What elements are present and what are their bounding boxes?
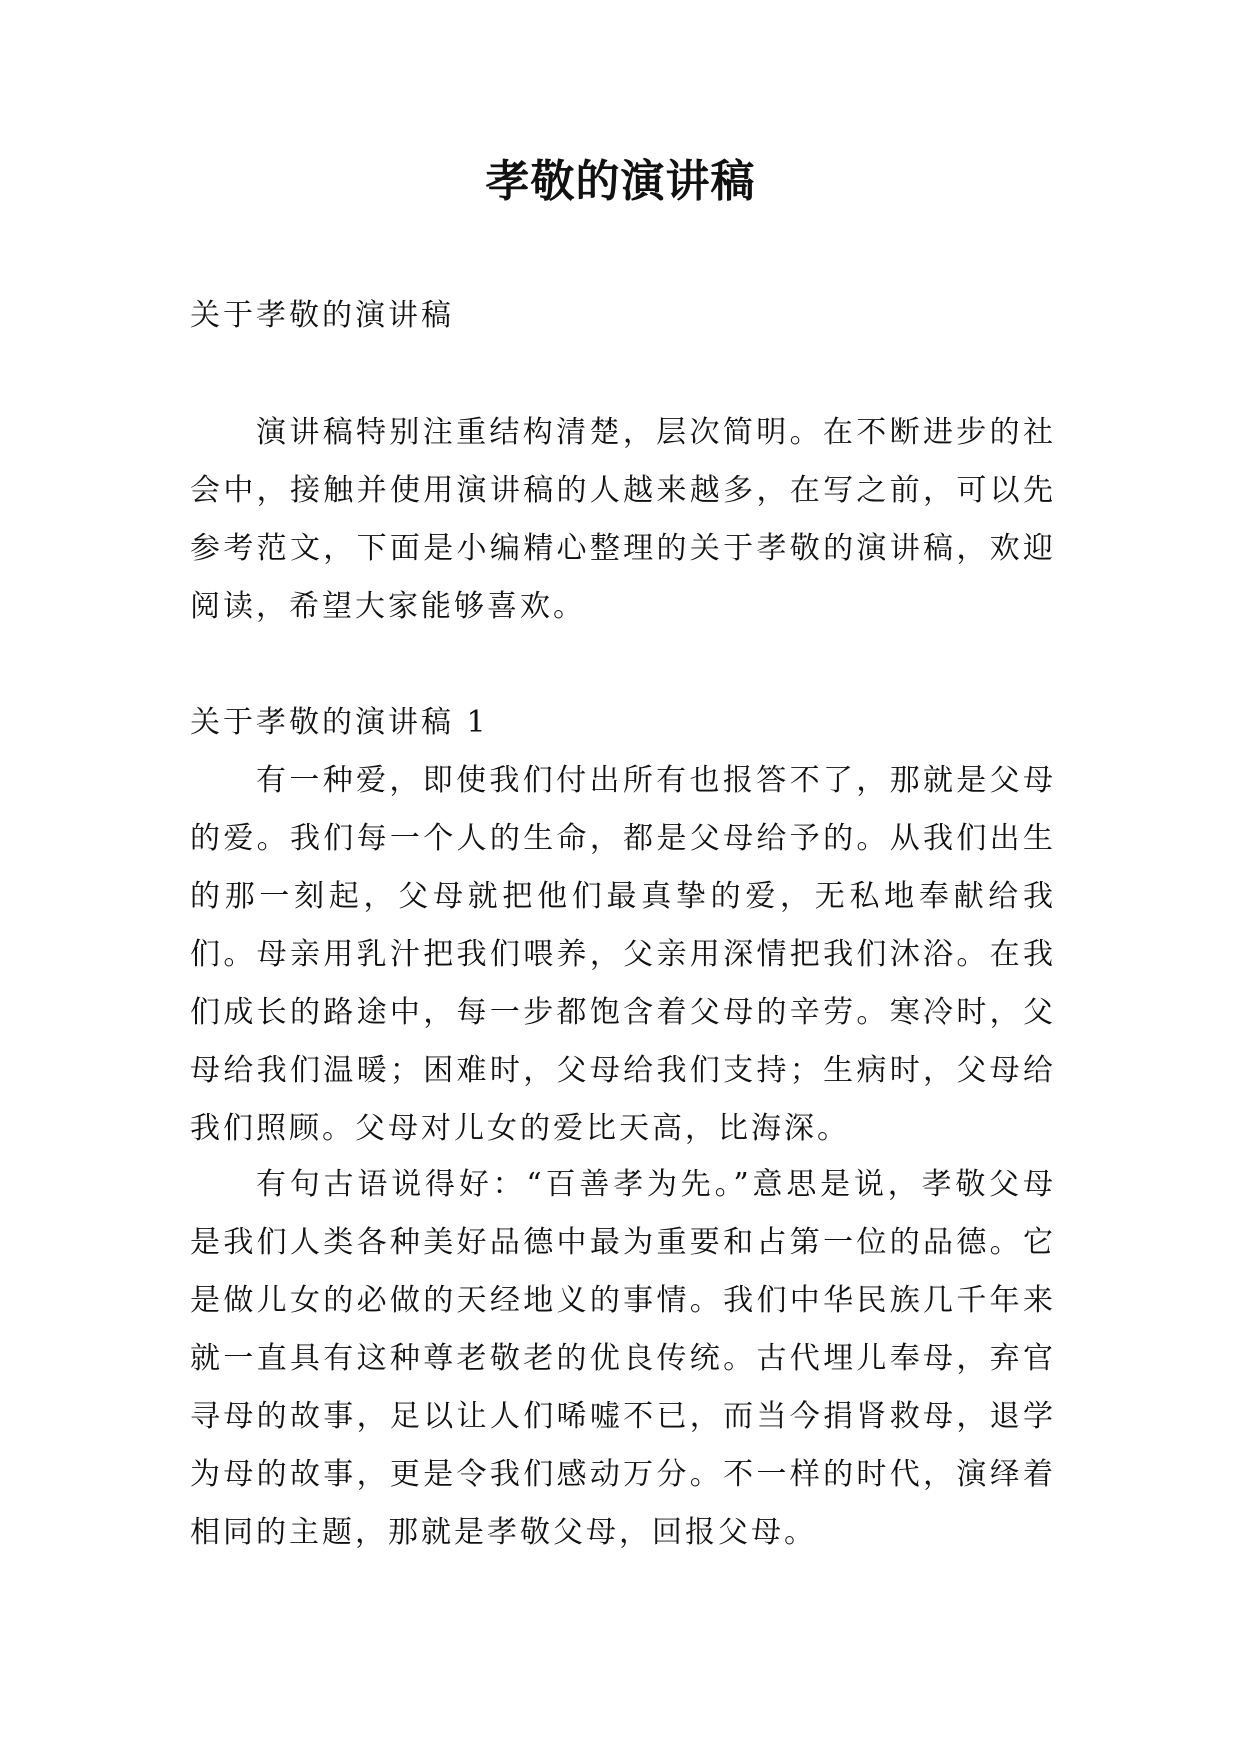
body-paragraph-2: 有句古语说得好：“百善孝为先。”意思是说，孝敬父母是我们人类各种美好品德中最为重要和占第一位的品德。它是做儿女的必做的天经地义的事情。我们中华民族几千年来就一直具有这种尊老敬老的优良传统。古代埋儿奉母，弃官寻母的故事，足以让人们唏嘘不已，而当今捐肾救母，退学为母的故事，更是令我们感动万分。不一样的时代，演绎着相同的主题，那就是孝敬父母，回报父母。: [190, 1167, 1056, 1550]
document-title: 孝敬的演讲稿: [485, 156, 756, 207]
document-subtitle: 关于孝敬的演讲稿: [190, 298, 454, 333]
intro-paragraph: 演讲稿特别注重结构清楚，层次简明。在不断进步的社会中，接触并使用演讲稿的人越来越多，在写之前，可以先参考范文，下面是小编精心整理的关于孝敬的演讲稿，欢迎阅读，希望大家能够喜欢。: [190, 415, 1056, 624]
body-paragraph-1: 有一种爱，即使我们付出所有也报答不了，那就是父母的爱。我们每一个人的生命，都是父母给予的。从我们出生的那一刻起，父母就把他们最真挚的爱，无私地奉献给我们。母亲用乳汁把我们喂养，父亲用深情把我们沐浴。在我们成长的路途中，每一步都饱含着父母的辛劳。寒冷时，父母给我们温暖；困难时，父母给我们支持；生病时，父母给我们照顾。父母对儿女的爱比天高，比海深。: [190, 763, 1056, 1146]
section-heading: 关于孝敬的演讲稿 1: [190, 705, 489, 740]
